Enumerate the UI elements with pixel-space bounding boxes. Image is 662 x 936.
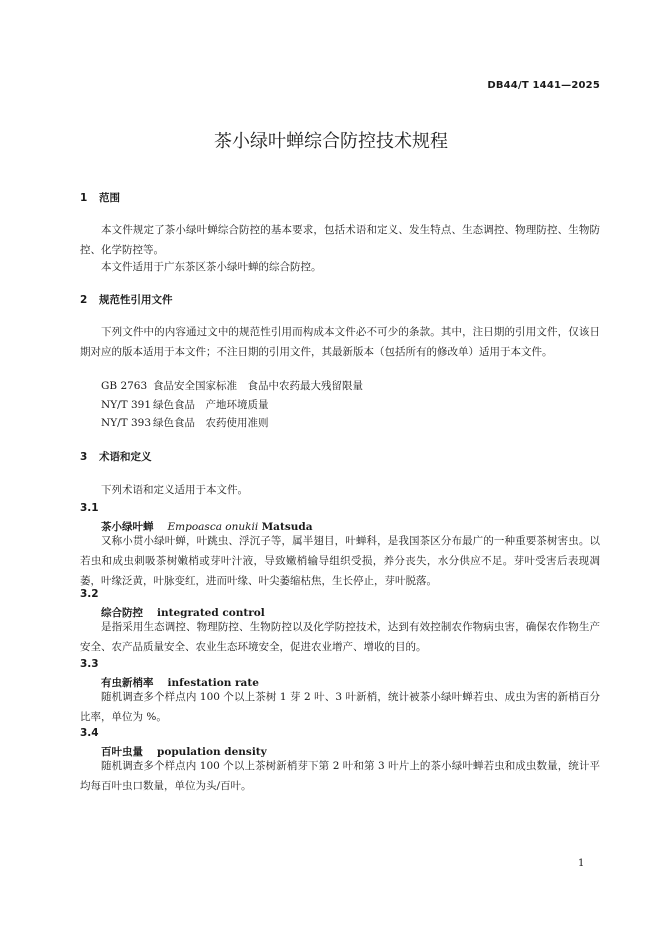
ref-item [101,415,269,430]
document-title: 茶小绿叶蝉综合防控技术规程 [214,131,448,152]
scope-paragraph-1: 本文件规定了茶小绿叶蝉综合防控的基本要求，包括术语和定义、发生特点、生态调控、物理防控、生物防控、化学防控等。 [80,224,600,256]
term-sci-name: Empoasca onukii [167,521,259,533]
term-en: population density [157,746,267,758]
section-number: 3 [80,451,88,463]
section-heading-terms [80,449,152,464]
ref-code: GB 2763 [101,380,148,392]
term-zh: 百叶虫量 [101,746,143,758]
clause-number: 3.1 [80,502,99,514]
scope-paragraph-2: 本文件适用于广东茶区茶小绿叶蝉的综合防控。 [101,261,322,273]
section-number: 2 [80,294,88,306]
clause-number: 3.3 [80,658,99,670]
ref-title: 绿色食品 产地环境质量 [153,399,269,411]
ref-item [101,397,269,412]
term-zh: 有虫新梢率 [101,677,154,689]
clause-number: 3.4 [80,727,99,739]
term-zh: 茶小绿叶蝉 [101,521,154,533]
terms-intro: 下列术语和定义适用于本文件。 [101,484,248,496]
page-number: 1 [578,858,585,869]
standard-number: DB44/T 1441—2025 [487,80,600,91]
term-en: Matsuda [261,521,313,533]
ref-item [101,378,363,393]
section-heading-scope [80,190,120,205]
section-title: 术语和定义 [99,451,152,463]
section-number: 1 [80,192,88,204]
term-zh: 综合防控 [101,607,143,619]
section-title: 范围 [99,192,120,204]
ref-title: 食品安全国家标准 食品中农药最大残留限量 [153,380,363,392]
refs-intro: 下列文件中的内容通过文中的规范性引用而构成本文件必不可少的条款。其中，注日期的引用文件，仅该日期对应的版本适用于本文件；不注日期的引用文件，其最新版本（包括所有的修改单）适用于本文件。 [80,326,600,358]
term-en: infestation rate [167,677,259,689]
section-heading-refs [80,292,173,307]
ref-code: NY/T 391 [101,399,152,411]
section-title: 规范性引用文件 [99,294,173,306]
term-definition: 是指采用生态调控、物理防控、生物防控以及化学防控技术，达到有效控制农作物病虫害，确保农作物生产安全、农产品质量安全、农业生态环境安全，促进农业增产、增收的目的。 [80,621,600,653]
term-definition: 又称小贯小绿叶蝉，叶跳虫、浮沉子等，属半翅目，叶蝉科，是我国茶区分布最广的一种重要茶树害虫。以若虫和成虫刺吸茶树嫩梢或芽叶汁液，导致嫩梢输导组织受损，养分丧失，水分供应不足。芽叶受害后表现凋萎，叶缘泛黄，叶脉变红，进而叶缘、叶尖萎缩枯焦，生长停止，芽叶脱落。 [80,535,600,587]
ref-title: 绿色食品 农药使用准则 [153,417,269,429]
clause-number: 3.2 [80,588,99,600]
term-en: integrated control [157,607,265,619]
ref-code: NY/T 393 [101,417,152,429]
term-definition: 随机调查多个样点内 100 个以上茶树新梢芽下第 2 叶和第 3 叶片上的茶小绿叶蝉若虫和成虫数量，统计平均每百叶虫口数量，单位为头/百叶。 [80,760,600,792]
term-definition: 随机调查多个样点内 100 个以上茶树 1 芽 2 叶、3 叶新梢，统计被茶小绿叶蝉若虫、成虫为害的新梢百分比率，单位为 %。 [80,691,600,723]
